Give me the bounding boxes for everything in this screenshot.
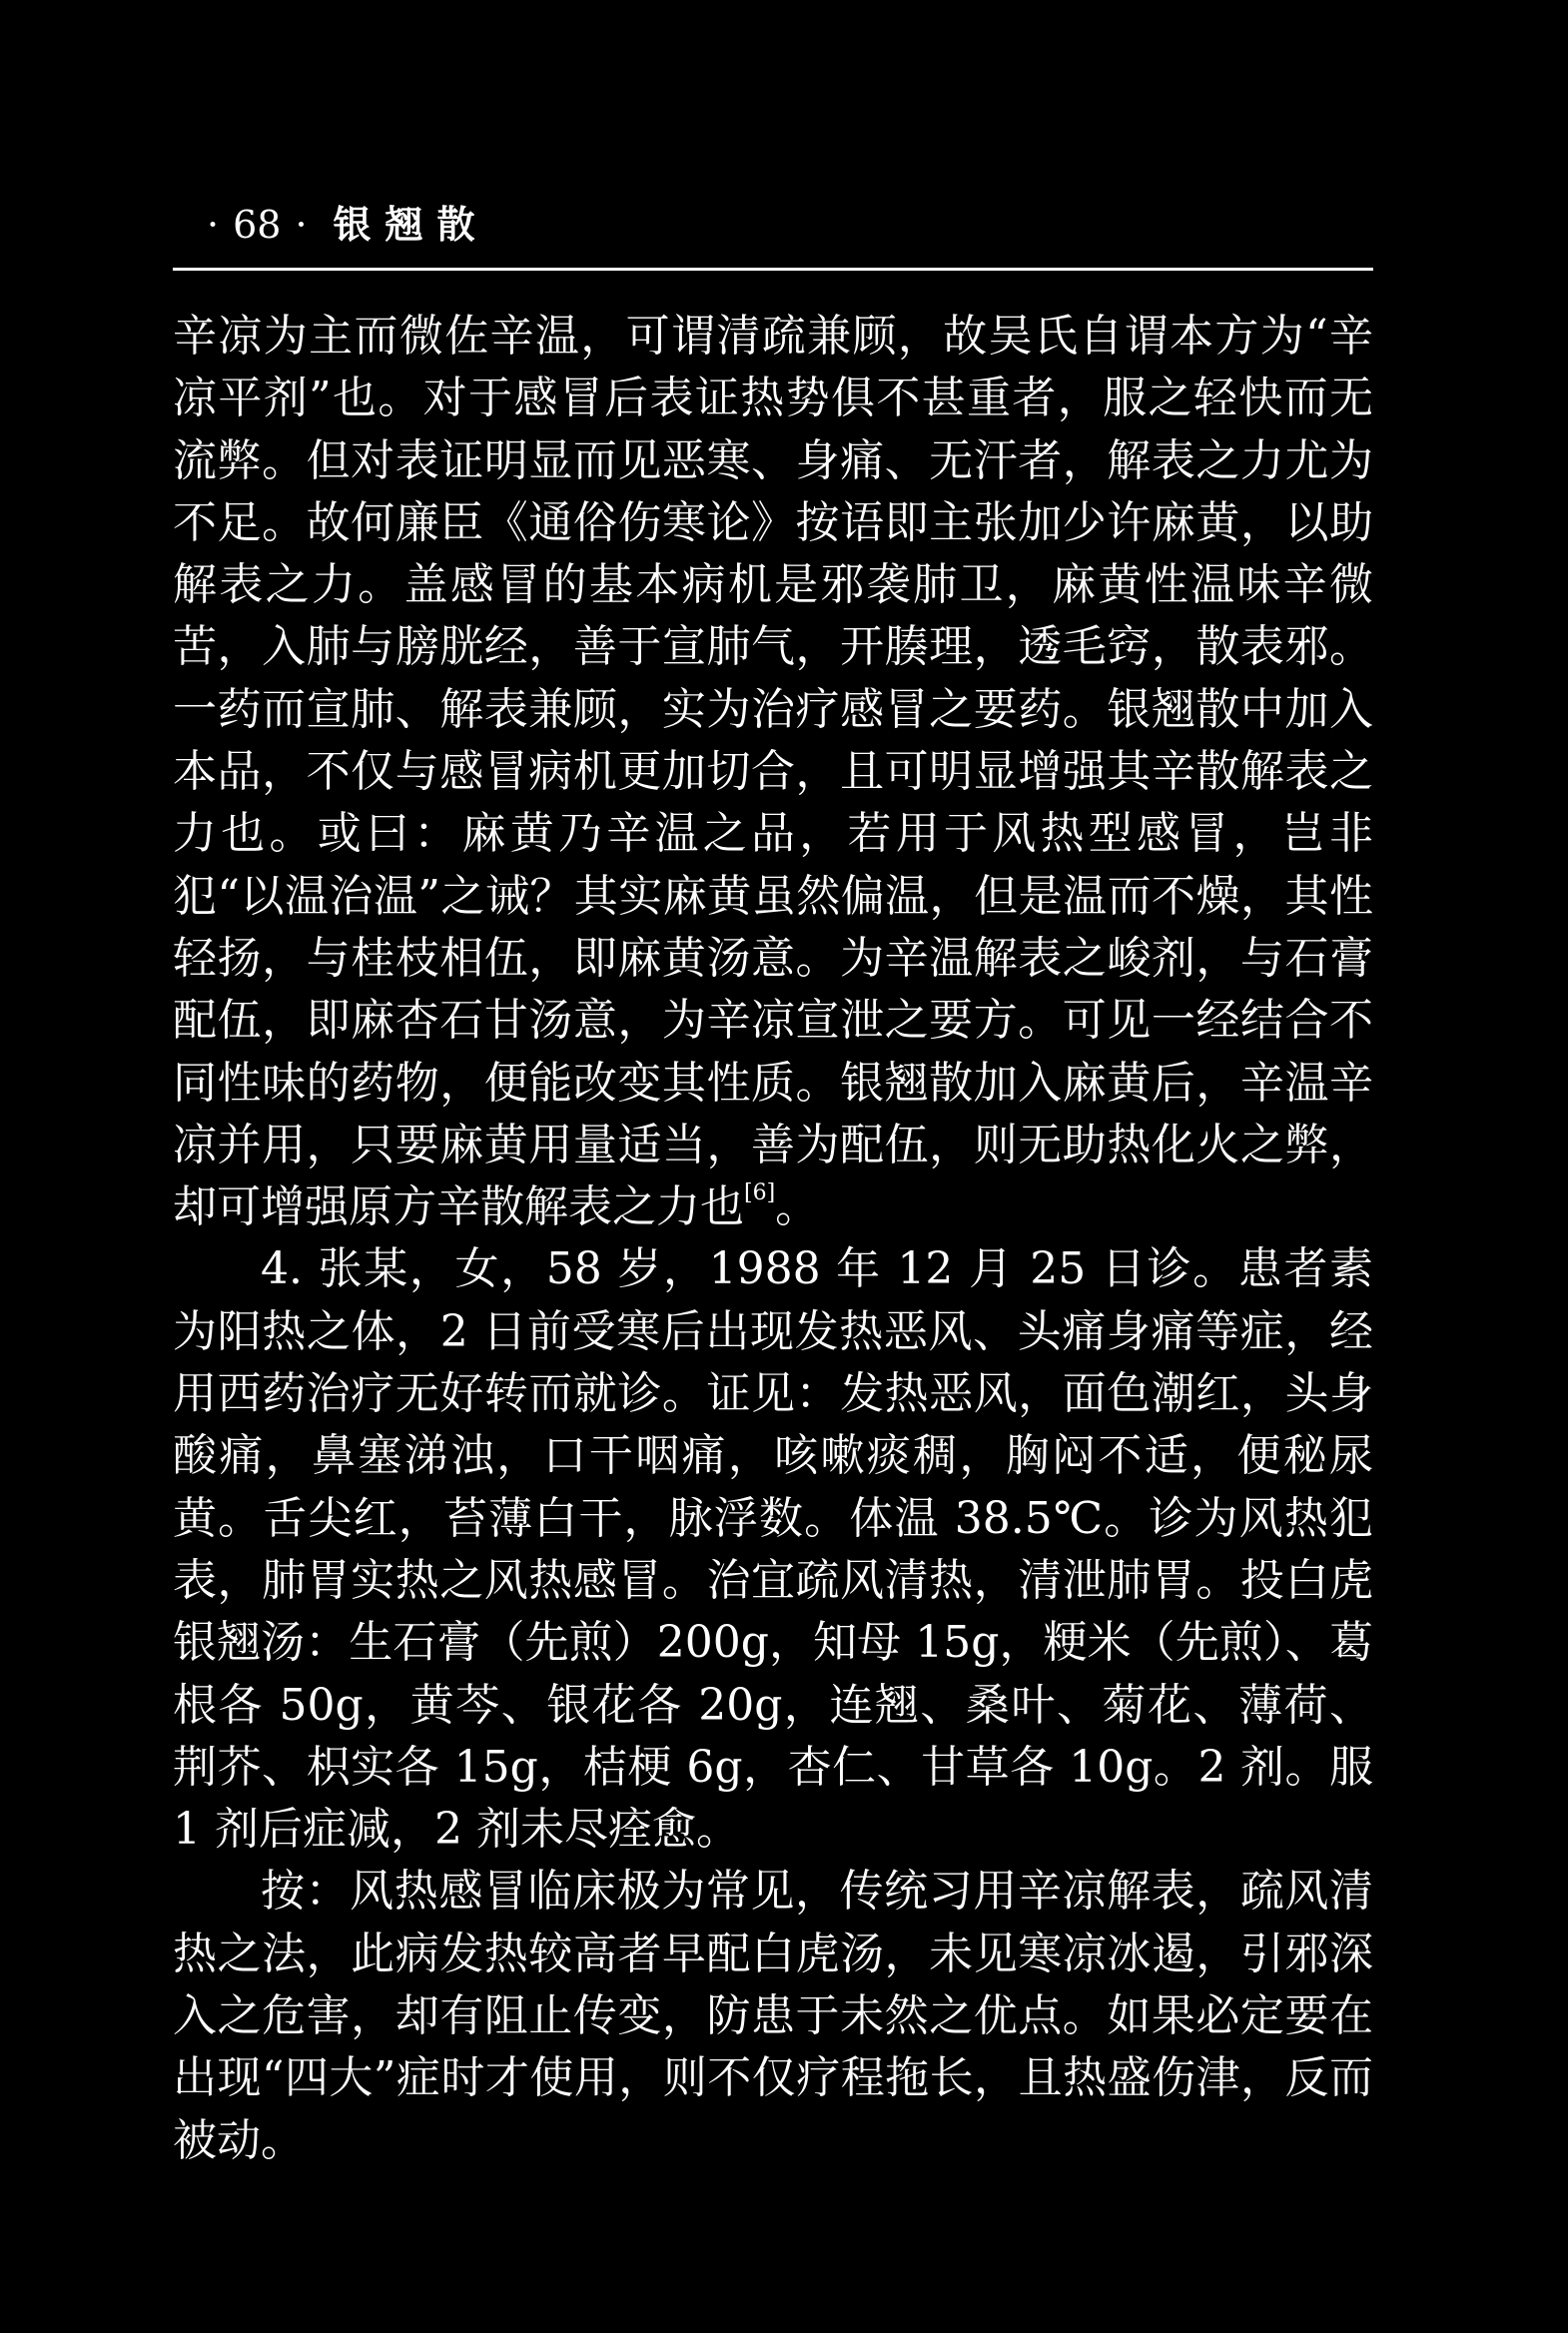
body-text bbox=[173, 306, 1373, 2172]
citation-ref: [6] bbox=[744, 1180, 776, 1206]
running-title: 银翘散 bbox=[333, 202, 489, 247]
header-rule bbox=[173, 268, 1373, 271]
paragraph-1-end: 。 bbox=[775, 1181, 820, 1233]
running-header bbox=[207, 195, 489, 255]
header-bullet-right: · bbox=[295, 203, 308, 247]
paragraph-2-case: 4. 张某，女，58 岁，1988 年 12 月 25 日诊。患者素为阳热之体，2 日前受寒后出现发热恶风、头痛身痛等症，经用西药治疗无好转而就诊。证见：发热恶风，面色潮红，头身酸痛，鼻塞涕浊，口干咽痛，咳嗽痰稠，胸闷不适，便秘尿黄。舌尖红，苔薄白干，脉浮数。体温 38.5℃。诊为风热犯表，肺胃实热之风热感冒。治宜疏风清热，清泄肺胃。投白虎银翘汤：生石膏（先煎）200g，知母 15g，粳米（先煎）、葛根各 50g，黄芩、银花各 20g，连翘、桑叶、菊花、薄荷、荆芥、枳实各 15g，桔梗 6g，杏仁、甘草各 10g。2 剂。服 1 剂后症减，2 剂未尽痊愈。 bbox=[173, 1243, 1373, 1856]
page-number: 68 bbox=[233, 203, 282, 247]
paragraph-1-text: 辛凉为主而微佐辛温，可谓清疏兼顾，故吴氏自谓本方为“辛凉平剂”也。对于感冒后表证热势俱不甚重者，服之轻快而无流弊。但对表证明显而见恶寒、身痛、无汗者，解表之力尤为不足。故何廉臣《通俗伤寒论》按语即主张加少许麻黄，以助解表之力。盖感冒的基本病机是邪袭肺卫，麻黄性温味辛微苦，入肺与膀胱经，善于宣肺气，开腠理，透毛窍，散表邪。一药而宣肺、解表兼顾，实为治疗感冒之要药。银翘散中加入本品，不仅与感冒病机更加切合，且可明显增强其辛散解表之力也。或曰：麻黄乃辛温之品，若用于风热型感冒，岂非犯“以温治温”之诫？其实麻黄虽然偏温，但是温而不燥，其性轻扬，与桂枝相伍，即麻黄汤意。为辛温解表之峻剂，与石膏配伍，即麻杏石甘汤意，为辛凉宣泄之要方。可见一经结合不同性味的药物，便能改变其性质。银翘散加入麻黄后，辛温辛凉并用，只要麻黄用量适当，善为配伍，则无助热化火之弊，却可增强原方辛散解表之力也 bbox=[173, 311, 1373, 1233]
paragraph-1 bbox=[173, 306, 1373, 1238]
paragraph-3-note: 按：风热感冒临床极为常见，传统习用辛凉解表，疏风清热之法，此病发热较高者早配白虎汤，未见寒凉冰遏，引邪深入之危害，却有阻止传变，防患于未然之优点。如果必定要在出现“四大”症时才使用，则不仅疗程拖长，且热盛伤津，反而被动。 bbox=[173, 1866, 1373, 2166]
header-bullet-left: · bbox=[207, 203, 220, 247]
